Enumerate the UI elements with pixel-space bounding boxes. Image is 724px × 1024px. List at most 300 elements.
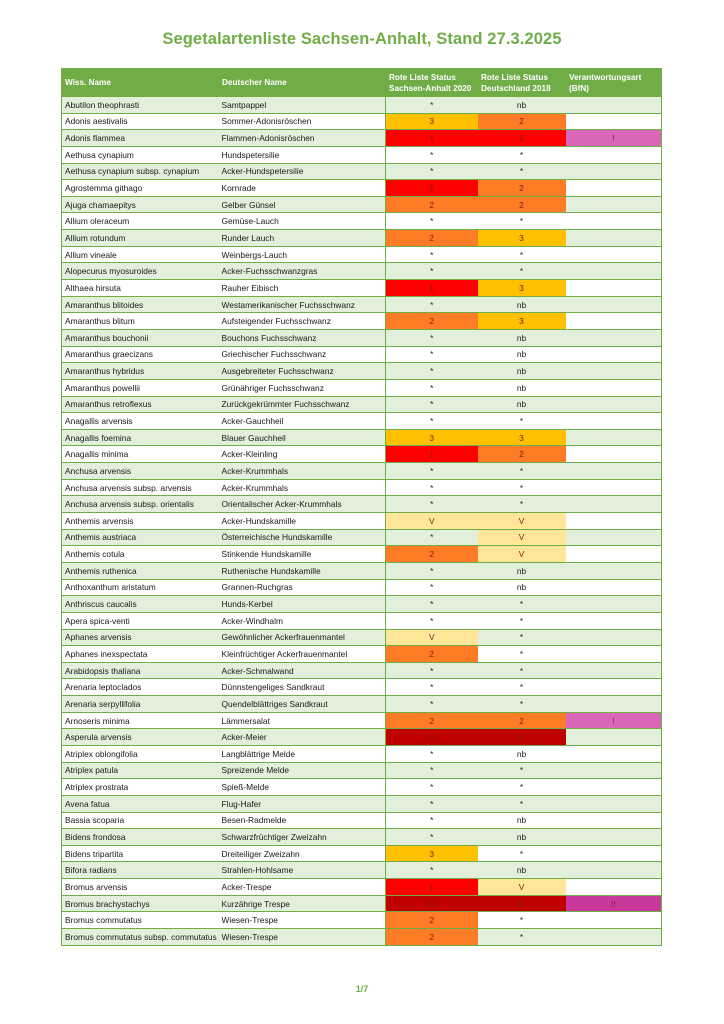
- header-rl-deutschland-line1: Rote Liste Status: [481, 72, 548, 82]
- cell-rl-deutschland: nb: [478, 346, 566, 363]
- cell-deutscher-name: Acker-Gauchheil: [219, 413, 386, 430]
- cell-verantwortungsart: [566, 829, 662, 846]
- cell-deutscher-name: Acker-Kleinling: [219, 446, 386, 463]
- cell-verantwortungsart: [566, 446, 662, 463]
- cell-wiss-name: Anchusa arvensis subsp. orientalis: [62, 496, 219, 513]
- table-row: [62, 712, 662, 729]
- cell-rl-sachsen-anhalt: 1: [386, 180, 478, 197]
- cell-rl-sachsen-anhalt: *: [386, 829, 478, 846]
- cell-rl-deutschland: *: [478, 845, 566, 862]
- cell-deutscher-name: Acker-Krummhals: [219, 463, 386, 480]
- cell-deutscher-name: Kornrade: [219, 180, 386, 197]
- cell-deutscher-name: Orientalischer Acker-Krummhals: [219, 496, 386, 513]
- cell-rl-deutschland: 0: [478, 729, 566, 746]
- cell-verantwortungsart: [566, 879, 662, 896]
- cell-verantwortungsart: [566, 529, 662, 546]
- table-row: [62, 795, 662, 812]
- cell-verantwortungsart: !: [566, 130, 662, 147]
- cell-rl-deutschland: *: [478, 246, 566, 263]
- cell-wiss-name: Ajuga chamaepitys: [62, 196, 219, 213]
- cell-verantwortungsart: [566, 845, 662, 862]
- table-row: [62, 479, 662, 496]
- cell-rl-sachsen-anhalt: *: [386, 862, 478, 879]
- cell-rl-deutschland: *: [478, 263, 566, 280]
- cell-rl-deutschland: *: [478, 912, 566, 929]
- cell-rl-deutschland: *: [478, 463, 566, 480]
- cell-wiss-name: Anthemis cotula: [62, 546, 219, 563]
- cell-deutscher-name: Wiesen-Trespe: [219, 929, 386, 946]
- cell-rl-sachsen-anhalt: 1: [386, 280, 478, 297]
- cell-wiss-name: Allium oleraceum: [62, 213, 219, 230]
- cell-rl-sachsen-anhalt: *: [386, 779, 478, 796]
- header-verantwortungsart: [566, 69, 662, 97]
- table-body: [62, 97, 662, 946]
- cell-deutscher-name: Gemüse-Lauch: [219, 213, 386, 230]
- table-row: [62, 646, 662, 663]
- cell-rl-sachsen-anhalt: *: [386, 795, 478, 812]
- table-row: [62, 413, 662, 430]
- cell-rl-deutschland: *: [478, 596, 566, 613]
- cell-rl-deutschland: *: [478, 696, 566, 713]
- cell-rl-deutschland: *: [478, 612, 566, 629]
- cell-verantwortungsart: [566, 862, 662, 879]
- cell-rl-sachsen-anhalt: 3: [386, 845, 478, 862]
- cell-verantwortungsart: [566, 379, 662, 396]
- cell-verantwortungsart: [566, 929, 662, 946]
- cell-wiss-name: Althaea hirsuta: [62, 280, 219, 297]
- table-row: [62, 629, 662, 646]
- cell-verantwortungsart: [566, 812, 662, 829]
- cell-rl-deutschland: nb: [478, 579, 566, 596]
- header-rl-sachsen-anhalt-line1: Rote Liste Status: [389, 72, 456, 82]
- table-row: [62, 263, 662, 280]
- table-row: [62, 97, 662, 114]
- table-row: [62, 296, 662, 313]
- header-verantwortungsart-line1: Verantwortungsart: [569, 72, 642, 82]
- cell-rl-deutschland: nb: [478, 812, 566, 829]
- cell-rl-sachsen-anhalt: 2: [386, 313, 478, 330]
- cell-rl-deutschland: 0: [478, 895, 566, 912]
- cell-rl-sachsen-anhalt: 3: [386, 113, 478, 130]
- cell-wiss-name: Amaranthus graecizans: [62, 346, 219, 363]
- cell-wiss-name: Abutilon theophrasti: [62, 97, 219, 114]
- table-header-row: [62, 69, 662, 97]
- cell-verantwortungsart: [566, 463, 662, 480]
- table-row: [62, 329, 662, 346]
- cell-rl-sachsen-anhalt: 0: [386, 895, 478, 912]
- cell-rl-sachsen-anhalt: 2: [386, 712, 478, 729]
- cell-wiss-name: Aphanes arvensis: [62, 629, 219, 646]
- cell-wiss-name: Anthemis arvensis: [62, 513, 219, 530]
- cell-rl-sachsen-anhalt: *: [386, 662, 478, 679]
- cell-rl-sachsen-anhalt: *: [386, 812, 478, 829]
- table-row: [62, 396, 662, 413]
- cell-rl-sachsen-anhalt: *: [386, 263, 478, 280]
- cell-wiss-name: Atriplex prostrata: [62, 779, 219, 796]
- cell-rl-deutschland: 3: [478, 230, 566, 247]
- table-row: [62, 130, 662, 147]
- cell-verantwortungsart: [566, 146, 662, 163]
- cell-rl-sachsen-anhalt: *: [386, 413, 478, 430]
- header-wiss-name: Wiss. Name: [62, 69, 219, 97]
- cell-rl-sachsen-anhalt: *: [386, 596, 478, 613]
- cell-rl-deutschland: 3: [478, 313, 566, 330]
- cell-wiss-name: Adonis aestivalis: [62, 113, 219, 130]
- cell-rl-sachsen-anhalt: V: [386, 513, 478, 530]
- cell-deutscher-name: Flug-Hafer: [219, 795, 386, 812]
- cell-verantwortungsart: [566, 363, 662, 380]
- cell-verantwortungsart: [566, 196, 662, 213]
- cell-verantwortungsart: [566, 280, 662, 297]
- cell-deutscher-name: Kurzährige Trespe: [219, 895, 386, 912]
- cell-wiss-name: Amaranthus hybridus: [62, 363, 219, 380]
- cell-deutscher-name: Griechischer Fuchsschwanz: [219, 346, 386, 363]
- cell-wiss-name: Anagallis arvensis: [62, 413, 219, 430]
- cell-wiss-name: Arenaria leptoclados: [62, 679, 219, 696]
- cell-wiss-name: Avena fatua: [62, 795, 219, 812]
- cell-deutscher-name: Runder Lauch: [219, 230, 386, 247]
- cell-wiss-name: Bromus commutatus subsp. commutatus: [62, 929, 219, 946]
- cell-verantwortungsart: [566, 596, 662, 613]
- cell-rl-deutschland: 2: [478, 180, 566, 197]
- cell-verantwortungsart: [566, 113, 662, 130]
- cell-verantwortungsart: [566, 213, 662, 230]
- table-row: [62, 463, 662, 480]
- cell-deutscher-name: Hunds-Kerbel: [219, 596, 386, 613]
- cell-verantwortungsart: [566, 163, 662, 180]
- cell-deutscher-name: Acker-Krummhals: [219, 479, 386, 496]
- cell-rl-deutschland: *: [478, 929, 566, 946]
- cell-rl-deutschland: *: [478, 629, 566, 646]
- table-row: [62, 446, 662, 463]
- cell-deutscher-name: Acker-Trespe: [219, 879, 386, 896]
- table-row: [62, 779, 662, 796]
- cell-deutscher-name: Österreichische Hundskamille: [219, 529, 386, 546]
- cell-rl-sachsen-anhalt: *: [386, 745, 478, 762]
- cell-wiss-name: Anagallis minima: [62, 446, 219, 463]
- cell-rl-sachsen-anhalt: *: [386, 379, 478, 396]
- cell-rl-deutschland: nb: [478, 296, 566, 313]
- table-row: [62, 612, 662, 629]
- cell-wiss-name: Apera spica-venti: [62, 612, 219, 629]
- cell-deutscher-name: Strahlen-Hohlsame: [219, 862, 386, 879]
- table-row: [62, 529, 662, 546]
- cell-verantwortungsart: [566, 329, 662, 346]
- cell-verantwortungsart: [566, 762, 662, 779]
- table-row: [62, 912, 662, 929]
- header-rl-deutschland: [478, 69, 566, 97]
- cell-rl-deutschland: V: [478, 546, 566, 563]
- table-row: [62, 496, 662, 513]
- table-row: [62, 546, 662, 563]
- cell-rl-sachsen-anhalt: V: [386, 629, 478, 646]
- cell-wiss-name: Bassia scoparia: [62, 812, 219, 829]
- cell-verantwortungsart: [566, 180, 662, 197]
- cell-deutscher-name: Ruthenische Hundskamille: [219, 562, 386, 579]
- table-row: [62, 280, 662, 297]
- table-row: [62, 696, 662, 713]
- cell-verantwortungsart: [566, 745, 662, 762]
- cell-deutscher-name: Gewöhnlicher Ackerfrauenmantel: [219, 629, 386, 646]
- cell-wiss-name: Atriplex patula: [62, 762, 219, 779]
- cell-deutscher-name: Lämmersalat: [219, 712, 386, 729]
- cell-rl-sachsen-anhalt: *: [386, 396, 478, 413]
- cell-rl-deutschland: 1: [478, 130, 566, 147]
- cell-wiss-name: Bidens frondosa: [62, 829, 219, 846]
- cell-wiss-name: Amaranthus powellii: [62, 379, 219, 396]
- cell-rl-sachsen-anhalt: *: [386, 762, 478, 779]
- cell-deutscher-name: Dreiteiliger Zweizahn: [219, 845, 386, 862]
- cell-rl-sachsen-anhalt: *: [386, 612, 478, 629]
- header-rl-sachsen-anhalt: [386, 69, 478, 97]
- cell-deutscher-name: Blauer Gauchheil: [219, 429, 386, 446]
- cell-rl-deutschland: *: [478, 779, 566, 796]
- table-row: [62, 513, 662, 530]
- cell-wiss-name: Bromus arvensis: [62, 879, 219, 896]
- cell-verantwortungsart: [566, 612, 662, 629]
- cell-wiss-name: Agrostemma githago: [62, 180, 219, 197]
- cell-rl-sachsen-anhalt: *: [386, 163, 478, 180]
- table-row: [62, 230, 662, 247]
- cell-wiss-name: Alopecurus myosuroides: [62, 263, 219, 280]
- table-row: [62, 246, 662, 263]
- header-verantwortungsart-line2: (BfN): [569, 83, 590, 93]
- cell-wiss-name: Aphanes inexspectata: [62, 646, 219, 663]
- cell-wiss-name: Atriplex oblongifolia: [62, 745, 219, 762]
- segetal-species-table: [61, 68, 662, 946]
- table-row: [62, 829, 662, 846]
- cell-rl-deutschland: V: [478, 513, 566, 530]
- cell-deutscher-name: Acker-Hundskamille: [219, 513, 386, 530]
- cell-verantwortungsart: [566, 513, 662, 530]
- table-row: [62, 662, 662, 679]
- cell-deutscher-name: Aufsteigender Fuchsschwanz: [219, 313, 386, 330]
- cell-wiss-name: Anagallis foemina: [62, 429, 219, 446]
- table-row: [62, 146, 662, 163]
- table-row: [62, 562, 662, 579]
- cell-verantwortungsart: [566, 562, 662, 579]
- page-number: 1/7: [355, 984, 369, 994]
- cell-rl-deutschland: *: [478, 496, 566, 513]
- cell-rl-sachsen-anhalt: 2: [386, 230, 478, 247]
- cell-rl-deutschland: nb: [478, 562, 566, 579]
- table-row: [62, 346, 662, 363]
- cell-deutscher-name: Langblättrige Melde: [219, 745, 386, 762]
- table-row: [62, 895, 662, 912]
- cell-wiss-name: Anthemis austriaca: [62, 529, 219, 546]
- cell-deutscher-name: Gelber Günsel: [219, 196, 386, 213]
- cell-deutscher-name: Schwarzfrüchtiger Zweizahn: [219, 829, 386, 846]
- cell-rl-sachsen-anhalt: *: [386, 463, 478, 480]
- cell-rl-sachsen-anhalt: 1: [386, 130, 478, 147]
- cell-wiss-name: Anthoxanthum aristatum: [62, 579, 219, 596]
- page-title: Segetalartenliste Sachsen-Anhalt, Stand 27.3.2025: [162, 30, 562, 48]
- cell-rl-deutschland: *: [478, 163, 566, 180]
- cell-deutscher-name: Acker-Hundspetersilie: [219, 163, 386, 180]
- cell-verantwortungsart: [566, 346, 662, 363]
- cell-deutscher-name: Rauher Eibisch: [219, 280, 386, 297]
- cell-rl-deutschland: *: [478, 679, 566, 696]
- header-rl-deutschland-line2: Deutschland 2018: [481, 83, 551, 93]
- cell-wiss-name: Asperula arvensis: [62, 729, 219, 746]
- cell-deutscher-name: Bouchons Fuchsschwanz: [219, 329, 386, 346]
- cell-rl-deutschland: 2: [478, 113, 566, 130]
- table-row: [62, 363, 662, 380]
- cell-rl-deutschland: nb: [478, 363, 566, 380]
- cell-verantwortungsart: [566, 696, 662, 713]
- cell-rl-sachsen-anhalt: *: [386, 696, 478, 713]
- cell-deutscher-name: Acker-Meier: [219, 729, 386, 746]
- cell-rl-deutschland: 3: [478, 280, 566, 297]
- table-row: [62, 213, 662, 230]
- cell-rl-deutschland: *: [478, 479, 566, 496]
- cell-verantwortungsart: [566, 413, 662, 430]
- cell-rl-sachsen-anhalt: 2: [386, 912, 478, 929]
- cell-rl-sachsen-anhalt: *: [386, 329, 478, 346]
- cell-verantwortungsart: !!: [566, 895, 662, 912]
- table-row: [62, 196, 662, 213]
- cell-deutscher-name: Grannen-Ruchgras: [219, 579, 386, 596]
- header-rl-sachsen-anhalt-line2: Sachsen-Anhalt 2020: [389, 83, 472, 93]
- cell-verantwortungsart: [566, 779, 662, 796]
- cell-deutscher-name: Dünnstengeliges Sandkraut: [219, 679, 386, 696]
- cell-rl-deutschland: *: [478, 762, 566, 779]
- header-deutscher-name: Deutscher Name: [219, 69, 386, 97]
- cell-verantwortungsart: [566, 579, 662, 596]
- cell-rl-sachsen-anhalt: *: [386, 529, 478, 546]
- table-row: [62, 579, 662, 596]
- cell-rl-sachsen-anhalt: 2: [386, 196, 478, 213]
- cell-rl-sachsen-anhalt: *: [386, 562, 478, 579]
- cell-verantwortungsart: [566, 646, 662, 663]
- cell-deutscher-name: Spieß-Melde: [219, 779, 386, 796]
- cell-rl-sachsen-anhalt: *: [386, 346, 478, 363]
- cell-rl-sachsen-anhalt: 2: [386, 646, 478, 663]
- cell-wiss-name: Anchusa arvensis: [62, 463, 219, 480]
- cell-rl-deutschland: nb: [478, 329, 566, 346]
- cell-verantwortungsart: [566, 97, 662, 114]
- cell-deutscher-name: Besen-Radmelde: [219, 812, 386, 829]
- table-row: [62, 679, 662, 696]
- cell-wiss-name: Arenaria serpyllifolia: [62, 696, 219, 713]
- cell-rl-sachsen-anhalt: 0: [386, 729, 478, 746]
- cell-rl-deutschland: 3: [478, 429, 566, 446]
- cell-wiss-name: Aethusa cynapium subsp. cynapium: [62, 163, 219, 180]
- cell-deutscher-name: Flammen-Adonisröschen: [219, 130, 386, 147]
- cell-deutscher-name: Kleinfrüchtiger Ackerfrauenmantel: [219, 646, 386, 663]
- cell-rl-sachsen-anhalt: *: [386, 496, 478, 513]
- cell-rl-deutschland: *: [478, 213, 566, 230]
- cell-wiss-name: Arnoseris minima: [62, 712, 219, 729]
- cell-rl-deutschland: 2: [478, 712, 566, 729]
- cell-wiss-name: Bromus commutatus: [62, 912, 219, 929]
- cell-deutscher-name: Acker-Schmalwand: [219, 662, 386, 679]
- cell-wiss-name: Anchusa arvensis subsp. arvensis: [62, 479, 219, 496]
- table-row: [62, 929, 662, 946]
- cell-wiss-name: Amaranthus bouchonii: [62, 329, 219, 346]
- cell-deutscher-name: Ausgebreiteter Fuchsschwanz: [219, 363, 386, 380]
- cell-rl-deutschland: nb: [478, 396, 566, 413]
- cell-rl-deutschland: *: [478, 146, 566, 163]
- cell-deutscher-name: Weinbergs-Lauch: [219, 246, 386, 263]
- cell-rl-sachsen-anhalt: *: [386, 479, 478, 496]
- table-row: [62, 596, 662, 613]
- cell-verantwortungsart: [566, 246, 662, 263]
- cell-rl-sachsen-anhalt: 2: [386, 546, 478, 563]
- cell-rl-deutschland: *: [478, 646, 566, 663]
- table-row: [62, 845, 662, 862]
- table-row: [62, 879, 662, 896]
- table-row: [62, 729, 662, 746]
- cell-verantwortungsart: [566, 679, 662, 696]
- cell-deutscher-name: Wiesen-Trespe: [219, 912, 386, 929]
- table-row: [62, 429, 662, 446]
- cell-wiss-name: Amaranthus retroflexus: [62, 396, 219, 413]
- cell-rl-sachsen-anhalt: *: [386, 363, 478, 380]
- cell-wiss-name: Adonis flammea: [62, 130, 219, 147]
- cell-deutscher-name: Samtpappel: [219, 97, 386, 114]
- cell-wiss-name: Anthemis ruthenica: [62, 562, 219, 579]
- cell-rl-sachsen-anhalt: *: [386, 97, 478, 114]
- cell-verantwortungsart: [566, 496, 662, 513]
- cell-verantwortungsart: !: [566, 712, 662, 729]
- cell-rl-deutschland: *: [478, 795, 566, 812]
- cell-rl-sachsen-anhalt: *: [386, 296, 478, 313]
- cell-rl-sachsen-anhalt: 3: [386, 429, 478, 446]
- cell-deutscher-name: Spreizende Melde: [219, 762, 386, 779]
- cell-deutscher-name: Quendelblättriges Sandkraut: [219, 696, 386, 713]
- cell-verantwortungsart: [566, 546, 662, 563]
- cell-deutscher-name: Hundspetersilie: [219, 146, 386, 163]
- cell-verantwortungsart: [566, 396, 662, 413]
- cell-wiss-name: Bifora radians: [62, 862, 219, 879]
- cell-rl-sachsen-anhalt: 1: [386, 446, 478, 463]
- cell-rl-deutschland: 2: [478, 446, 566, 463]
- cell-rl-sachsen-anhalt: *: [386, 213, 478, 230]
- cell-rl-deutschland: nb: [478, 862, 566, 879]
- table-row: [62, 379, 662, 396]
- cell-wiss-name: Bidens tripartita: [62, 845, 219, 862]
- cell-rl-sachsen-anhalt: *: [386, 246, 478, 263]
- cell-verantwortungsart: [566, 795, 662, 812]
- cell-rl-deutschland: nb: [478, 829, 566, 846]
- cell-wiss-name: Bromus brachystachys: [62, 895, 219, 912]
- cell-verantwortungsart: [566, 313, 662, 330]
- cell-deutscher-name: Grünähriger Fuchsschwanz: [219, 379, 386, 396]
- cell-rl-deutschland: 2: [478, 196, 566, 213]
- cell-rl-deutschland: V: [478, 529, 566, 546]
- cell-rl-deutschland: nb: [478, 379, 566, 396]
- cell-rl-deutschland: nb: [478, 97, 566, 114]
- cell-wiss-name: Amaranthus blitoides: [62, 296, 219, 313]
- cell-wiss-name: Aethusa cynapium: [62, 146, 219, 163]
- cell-verantwortungsart: [566, 263, 662, 280]
- cell-verantwortungsart: [566, 296, 662, 313]
- table-row: [62, 113, 662, 130]
- cell-verantwortungsart: [566, 230, 662, 247]
- cell-wiss-name: Amaranthus blitum: [62, 313, 219, 330]
- cell-deutscher-name: Stinkende Hundskamille: [219, 546, 386, 563]
- table-row: [62, 862, 662, 879]
- cell-deutscher-name: Acker-Fuchsschwanzgras: [219, 263, 386, 280]
- cell-deutscher-name: Zurückgekrümmter Fuchsschwanz: [219, 396, 386, 413]
- cell-rl-deutschland: *: [478, 662, 566, 679]
- cell-rl-deutschland: *: [478, 413, 566, 430]
- cell-wiss-name: Allium rotundum: [62, 230, 219, 247]
- cell-rl-deutschland: nb: [478, 745, 566, 762]
- cell-verantwortungsart: [566, 912, 662, 929]
- cell-rl-deutschland: V: [478, 879, 566, 896]
